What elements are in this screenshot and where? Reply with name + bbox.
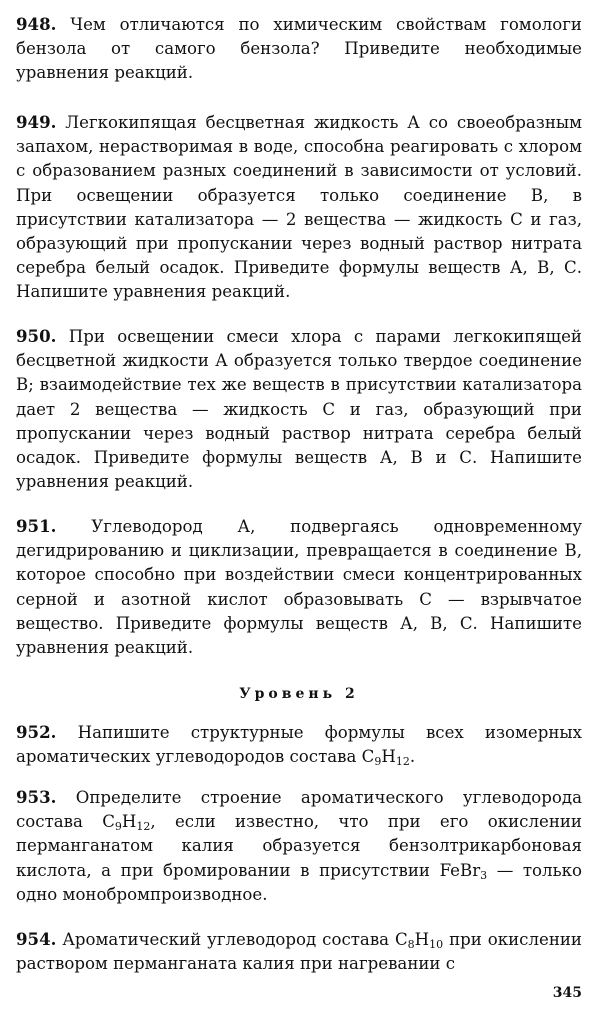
- problem-number: 951.: [16, 516, 57, 536]
- level-heading: Уровень 2: [239, 686, 359, 702]
- problem-text: — только одно монобромпроизводное.: [16, 860, 582, 904]
- problem-949: [16, 110, 582, 305]
- problem-text: Напишите структурные формулы всех изомерных ароматических углеводородов состава C: [16, 723, 582, 767]
- problem-951: [16, 514, 582, 660]
- formula-subscript: 10: [429, 938, 444, 951]
- problem-number: 953.: [16, 787, 57, 807]
- formula-subscript: 3: [480, 868, 488, 882]
- problem-text: При освещении смеси хлора с парами легкокипящей бесцветной жидкости А образуется только твердое соединение В; взаимодействие тех же веществ в присутствии катализатора дает 2 вещества — жидкость С и газ, образующий при пропускании через водный раствор нитрата серебра белый осадок. Приведите формулы веществ А, В и С. Напишите уравнения реакций.: [16, 327, 582, 492]
- problem-number: 948.: [16, 14, 57, 34]
- book-page: [16, 12, 582, 1002]
- problem-text: Легкокипящая бесцветная жидкость А со своеобразным запахом, нерастворимая в воде, способна реагировать с хлором с образованием разных соединений в зависимости от условий. При освещении образуется только соединение В, в присутствии катализатора — 2 вещества — жидкость С и газ, образующий при пропускании через водный раствор нитрата серебра белый осадок. Приведите формулы веществ А, В, С. Напишите уравнения реакций.: [16, 113, 582, 302]
- formula-element: H: [414, 930, 430, 949]
- formula-subscript: 12: [136, 820, 151, 834]
- formula-subscript: 9: [374, 755, 382, 769]
- problem-950: [16, 324, 582, 494]
- problem-number: 954.: [16, 929, 57, 949]
- problem-952: [16, 720, 582, 769]
- problem-954: [16, 927, 582, 976]
- formula-subscript: 9: [114, 820, 122, 834]
- problem-text: Углеводород А, подвергаясь одновременному дегидрированию и циклизации, превращается в соединение В, которое способно при воздействии смеси концентрированных серной и азотной кислот образовывать С — взрывчатое вещество. Приведите формулы веществ А, В, С. Напишите уравнения реакций.: [16, 517, 582, 658]
- problem-953: [16, 785, 582, 907]
- problem-text: , если известно, что при его окислении перманганатом калия образуется бензолтрикарбоновая кислота, а при бромировании в присутствии FeBr: [16, 812, 582, 880]
- problem-number: 950.: [16, 326, 57, 346]
- formula-element: H: [381, 747, 396, 767]
- problem-text: Ароматический углеводород состава C: [62, 930, 408, 949]
- problem-text: при окислении раствором перманганата калия при нагревании с: [16, 930, 582, 974]
- problem-948: [16, 12, 582, 86]
- page-number: 345: [552, 985, 582, 1001]
- problem-text: .: [409, 747, 416, 767]
- formula-subscript: 12: [395, 755, 410, 769]
- problem-text: Определите строение ароматического углеводорода состава C: [16, 788, 582, 832]
- problem-number: 952.: [16, 722, 57, 742]
- formula-element: H: [121, 812, 137, 832]
- problem-text: Чем отличаются по химическим свойствам гомологи бензола от самого бензола? Приведите необходимые уравнения реакций.: [16, 15, 582, 83]
- formula-subscript: 8: [407, 938, 415, 951]
- problem-number: 949.: [16, 112, 57, 132]
